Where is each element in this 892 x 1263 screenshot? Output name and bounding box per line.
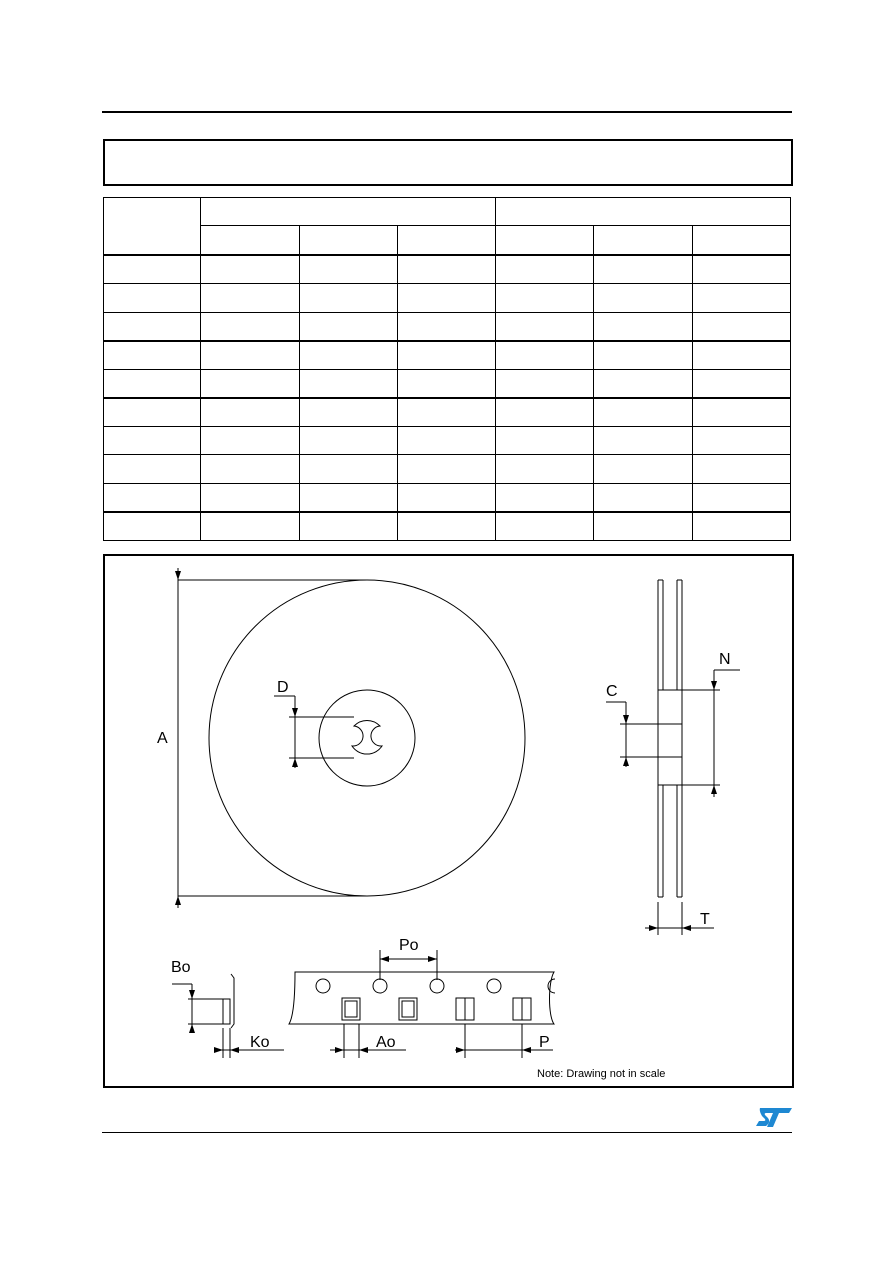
table-row: [104, 427, 791, 455]
reel-hub-circle: [319, 690, 415, 786]
label-ao: Ao: [376, 1034, 396, 1051]
table-row: [104, 369, 791, 398]
label-n: N: [719, 651, 731, 668]
subheader-cell: [594, 226, 692, 256]
reel-dimensions-table: [103, 197, 791, 541]
subheader-cell: [201, 226, 299, 256]
subheader-cell: [299, 226, 397, 256]
header-group-1-cell: [201, 198, 496, 226]
label-d: D: [277, 679, 289, 696]
table-row: [104, 255, 791, 284]
table-row: [104, 312, 791, 341]
table-row: [104, 341, 791, 370]
drawing-note: Note: Drawing not in scale: [537, 1068, 666, 1080]
table-subheader-row: [104, 226, 791, 256]
reel-drawing-box: [103, 554, 794, 1088]
label-c: C: [606, 683, 618, 700]
footer-rule: [102, 1132, 792, 1133]
label-bo: Bo: [171, 959, 191, 976]
reel-drawing: [105, 556, 792, 1086]
subheader-cell: [397, 226, 495, 256]
st-logo-icon: [754, 1105, 794, 1129]
table-row: [104, 512, 791, 541]
label-a: A: [157, 730, 168, 747]
subheader-cell: [496, 226, 594, 256]
header-group-2-cell: [496, 198, 791, 226]
table-row: [104, 455, 791, 483]
reel-spindle-hole: [352, 720, 382, 754]
table-title-box: [103, 139, 793, 186]
label-t: T: [700, 911, 710, 928]
table-header-row: [104, 198, 791, 226]
reel-outer-circle: [209, 580, 525, 896]
table-row: [104, 398, 791, 427]
label-po: Po: [399, 937, 419, 954]
table-row: [104, 483, 791, 512]
label-ko: Ko: [250, 1034, 270, 1051]
header-dim-cell: [104, 198, 201, 256]
table-row: [104, 284, 791, 312]
header-rule: [102, 111, 792, 113]
label-p: P: [539, 1034, 550, 1051]
subheader-cell: [692, 226, 790, 256]
